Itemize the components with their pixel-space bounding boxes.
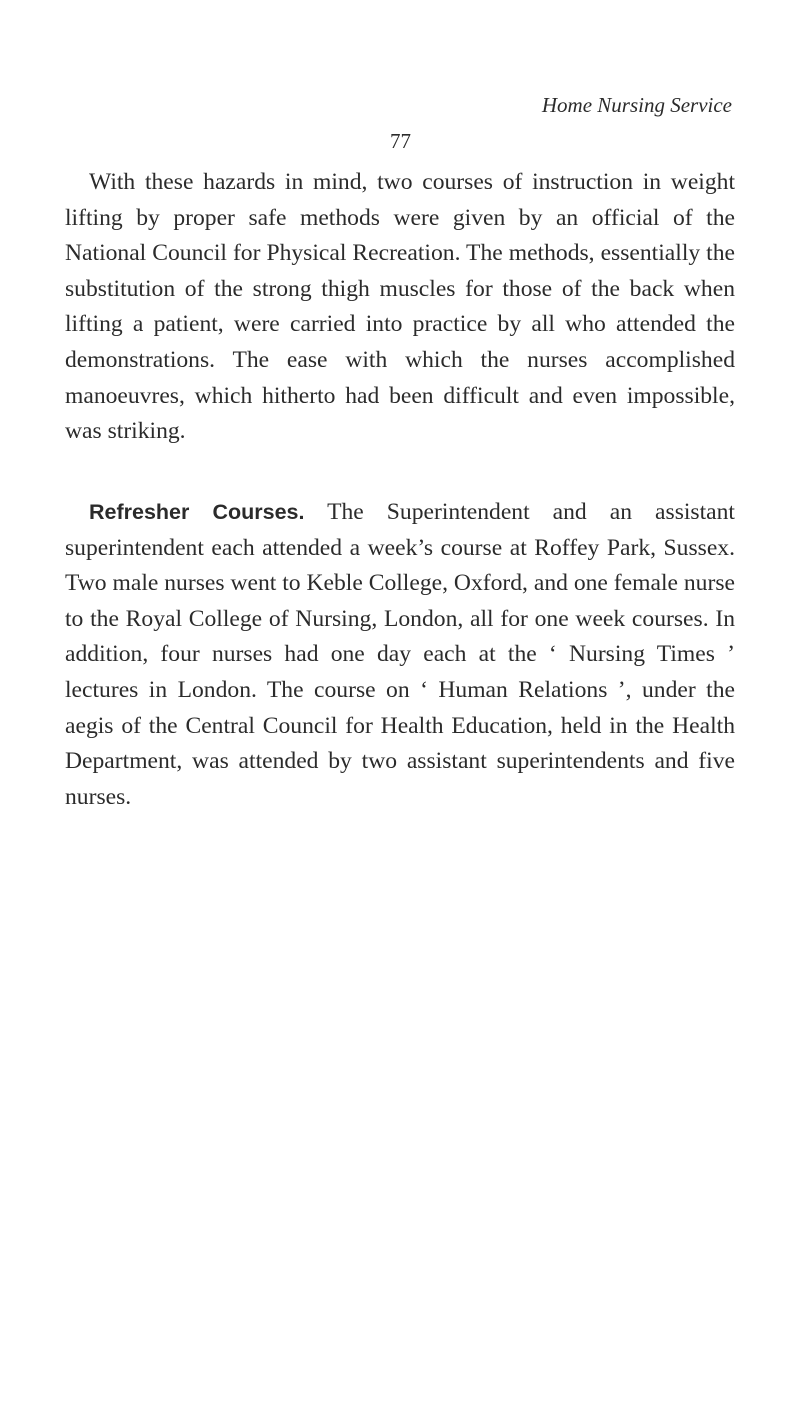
- running-head: Home Nursing Service: [541, 93, 732, 117]
- page-number: 77: [390, 129, 411, 153]
- section-heading-refresher-courses: Refresher Courses.: [89, 500, 305, 524]
- paragraph-hazards: With these hazards in mind, two courses of instruction in weight lifting by proper safe methods were given by an official of the National Council for Physical Recreation. The methods, essentially the substitution of the strong thigh muscles for those of the back when lifting a patient, were carried into practice by all who attended the demonstrations. The ease with which the nurses accomplished manoeuvres, which hitherto had been difficult and even impossible, was striking.: [65, 169, 735, 445]
- paragraph-refresher-courses: [65, 495, 735, 815]
- paragraph-refresher-courses-text: The Superintendent and an assistant superintendent each attended a week’s course at Roffey Park, Sussex. Two male nurses went to Keble College, Oxford, and one female nurse to the Royal College of Nursing, London, all for one week courses. In addition, four nurses had one day each at the ‘ Nursing Times ’ lectures in London. The course on ‘ Human Relations ’, under the aegis of the Central Council for Health Education, held in the Health Department, was attended by two assistant superintendents and five nurses.: [65, 499, 735, 810]
